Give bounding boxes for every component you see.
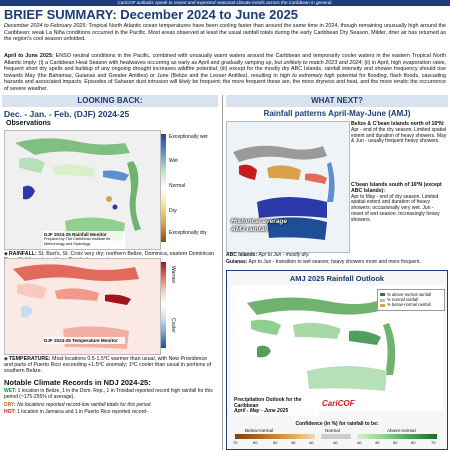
legend-above-normal: Above-normal (387, 428, 416, 433)
swatch-below-icon (380, 304, 385, 307)
outlook-legend-title: Confidence (in %) for rainfall to be: (295, 421, 379, 427)
record-dry-tag: DRY: (4, 402, 16, 408)
record-wet-tag: WET: (4, 388, 17, 394)
legend-num-2: 60 (253, 440, 258, 445)
legend-cooler: Cooler (170, 318, 176, 333)
record-wet-text: 1 location in Belize, 1 in the Dom. Rep., 1 in Trinidad reported record high rainfall for this period (~175-255% of average). (4, 388, 213, 400)
amj-guianas-lead: Guianas: (226, 259, 248, 265)
outlook-caption (233, 397, 319, 416)
key-below (380, 302, 442, 307)
amj-north-title: Belize & C'bean Islands north of 16ºN: (351, 121, 445, 127)
summary-amj-text-b: ; (ii) in April, high evaporation rates, frequent short dry spells and buildup of any ongoing drought increases wildfire potential; (iii) except for the mostly dry ABC Islands, rainfall intensity and shower frequency should rise towards May (the Bahamas, Guianas and Greater Antilles) or June (Belize and the Lesser Antilles), resulting in (4, 59, 446, 79)
djf-rainfall-map (4, 130, 161, 250)
summary-djf (4, 23, 446, 51)
amj-south-text: Apr to May - end of dry season. Limited spatial extent and duration of heavy showers; occasionally very wet. Jun - onset of wet season. Increasingly heavy showers. (351, 193, 440, 223)
swatch-above-icon (380, 293, 385, 296)
caricof-logo: CariCOF (322, 399, 355, 408)
legend-num-5: 40 (309, 440, 314, 445)
rainfall-map-caption-source: Prepared by The Caribbean Institute for Meteorology and Hydrology (44, 237, 111, 247)
rainfall-text: St. Bart's, St. Croix very dry; northern Belize, Dominica, eastern Dominican (38, 251, 214, 257)
djf-subtitle: Observations (6, 120, 51, 127)
temperature-map-caption-title: DJF 2024-25 Temperature Monitor (44, 338, 118, 343)
legend-normal-bar (321, 434, 351, 439)
legend-above-bar (357, 434, 437, 439)
record-hot-text: 1 location in Jamaica and 1 in Puerto Rico reported record- (17, 409, 148, 415)
djf-title: Dec. - Jan. - Feb. (DJF) 2024-25 (4, 109, 130, 119)
summary-amj-lead: April to June 2025: (4, 53, 54, 59)
legend-num-4: 45 (291, 440, 296, 445)
legend-normal: Normal (325, 428, 340, 433)
temperature-summary (4, 356, 216, 375)
amj-overlay-label (231, 218, 287, 233)
rainfall-map-caption (43, 231, 125, 249)
djf-temperature-map (4, 258, 161, 355)
summary-amj-text-a-italic: unlikely to match 2023 and 2024 (283, 59, 362, 66)
amj-abc-note (226, 253, 448, 259)
rainfall-map-caption-title: DJF 2024-25 Rainfall Monitor (44, 232, 107, 237)
temperature-label: TEMPERATURE: (8, 356, 51, 362)
rainfall-patterns-title: Rainfall patterns April-May-June (AMJ) (263, 109, 411, 118)
bullet-icon: ◆ (4, 356, 8, 362)
legend-num-6: 40 (333, 440, 338, 445)
outlook-caption-title: Precipitation Outlook for the Caribbean (234, 397, 302, 409)
key-below-label: % below-normal rainfall (387, 302, 431, 308)
amj-guianas-text: Apr to Jun - transition to wet season; heavy showers more and more frequent. (248, 259, 421, 265)
what-next-header: WHAT NEXT? (226, 95, 448, 107)
temperature-legend-bar (161, 262, 166, 348)
legend-below-bar (235, 434, 315, 439)
page-title: BRIEF SUMMARY: December 2024 to June 2025 (4, 7, 299, 22)
legend-exceptionally-wet: Exceptionally wet (169, 134, 208, 140)
legend-dry: Dry (169, 208, 177, 214)
summary-amj-text-b-italic: high to extremely high (279, 72, 335, 79)
legend-warmer: Warmer (170, 266, 176, 284)
swatch-normal-icon (380, 299, 385, 302)
summary-djf-lead: December 2024 to February 2025: (4, 23, 87, 29)
bullet-icon: ◆ (4, 251, 8, 257)
rainfall-label: RAINFALL: (8, 251, 37, 257)
column-divider (222, 95, 223, 450)
legend-wet: Wet (169, 158, 178, 164)
summary-djf-text: Tropical North Atlantic ocean temperatures have been cooling faster than around the same time in 2024, though remaining unusually high around the Caribbean; weak La Niña conditions occurred in the Pacific. Most areas observed at least the usual rainfall totals during the early Caribbean Dry Season. Milder, drier air has returned as the region's cool season unfolded. (4, 23, 446, 43)
amj-abc-text: Apr to Jun - mostly dry. (258, 252, 310, 258)
summary-amj-text-d: be frequent; the more frequent these are, the more dryness and heat, and the more erratic the occurrence of severe weather. (4, 79, 446, 92)
amj-south-note (351, 183, 447, 224)
outlook-title: AMJ 2025 Rainfall Outlook (289, 274, 385, 283)
amj-abc-lead: ABC Islands: (226, 252, 258, 258)
looking-back-header: LOOKING BACK: (2, 95, 218, 107)
legend-num-11: 70 (431, 440, 436, 445)
legend-num-9: 50 (393, 440, 398, 445)
top-banner: CariCOF outlooks speak to recent and expected seasonal climate trends across the Caribbean in general. (0, 0, 450, 6)
amj-north-text: Apr - end of the dry season. Limited spatial extent and duration of heavy showers. May & Jun - usually frequent heavy showers. (351, 126, 447, 145)
records-title: Notable Climate Records in NDJ 2024-25: (4, 378, 151, 387)
rainfall-legend-bar (161, 134, 166, 242)
legend-num-1: 70 (233, 440, 238, 445)
key-normal-label: % normal rainfall (387, 297, 419, 303)
outlook-key (377, 289, 445, 311)
summary-amj-text-c-italic: likely (178, 79, 191, 86)
record-wet (4, 389, 218, 401)
legend-num-10: 60 (411, 440, 416, 445)
legend-num-8: 45 (375, 440, 380, 445)
summary-amj (4, 53, 446, 93)
temperature-map-caption (43, 337, 125, 344)
record-dry (4, 403, 218, 409)
record-hot (4, 410, 218, 416)
amj-overlay-line2: AMJ rainfall (231, 225, 268, 233)
key-above-label: % above-normal rainfall (387, 292, 431, 297)
amj-outlook-panel (226, 270, 448, 450)
outlook-caption-period: April - May - June 2025 (234, 408, 289, 415)
temperature-text: Most locations 0.5-1.5ºC warmer than usual, with New Providence and parts of Puerto Rico exceeding +1.5ºC anomaly; 1ºC cooler than usual in portions of southern Belize. (4, 356, 212, 375)
legend-num-7: 40 (357, 440, 362, 445)
summary-amj-text-a: ENSO neutral conditions in the Pacific, combined with unusually warm waters around the Caribbean and temporarily cooler waters in the eastern Tropical North Atlantic imply: (i) a Caribbean Heat Season with heatwaves occurring as early as April and gradually ramping up, but (4, 53, 446, 66)
amj-south-title: C'bean Islands south of 16ºN (except ABC Islands): (351, 182, 442, 194)
record-dry-text: No locations reported record-low rainfall totals for this period. (17, 402, 152, 408)
legend-num-3: 50 (273, 440, 278, 445)
legend-normal: Normal (169, 183, 186, 189)
amj-historical-map (226, 121, 350, 253)
amj-north-note (351, 122, 447, 145)
amj-overlay-line1: Historical average (231, 218, 288, 225)
amj-guianas-note (226, 260, 448, 266)
summary-amj-text-c: potential for flooding, flash floods, cascading hazards and associated impacts. Episodes of Saharan dust intrusion will (4, 72, 446, 86)
legend-exceptionally-dry: Exceptionally dry (169, 230, 207, 236)
record-hot-tag: HOT: (4, 409, 16, 415)
legend-below-normal: Below-normal (245, 428, 274, 433)
